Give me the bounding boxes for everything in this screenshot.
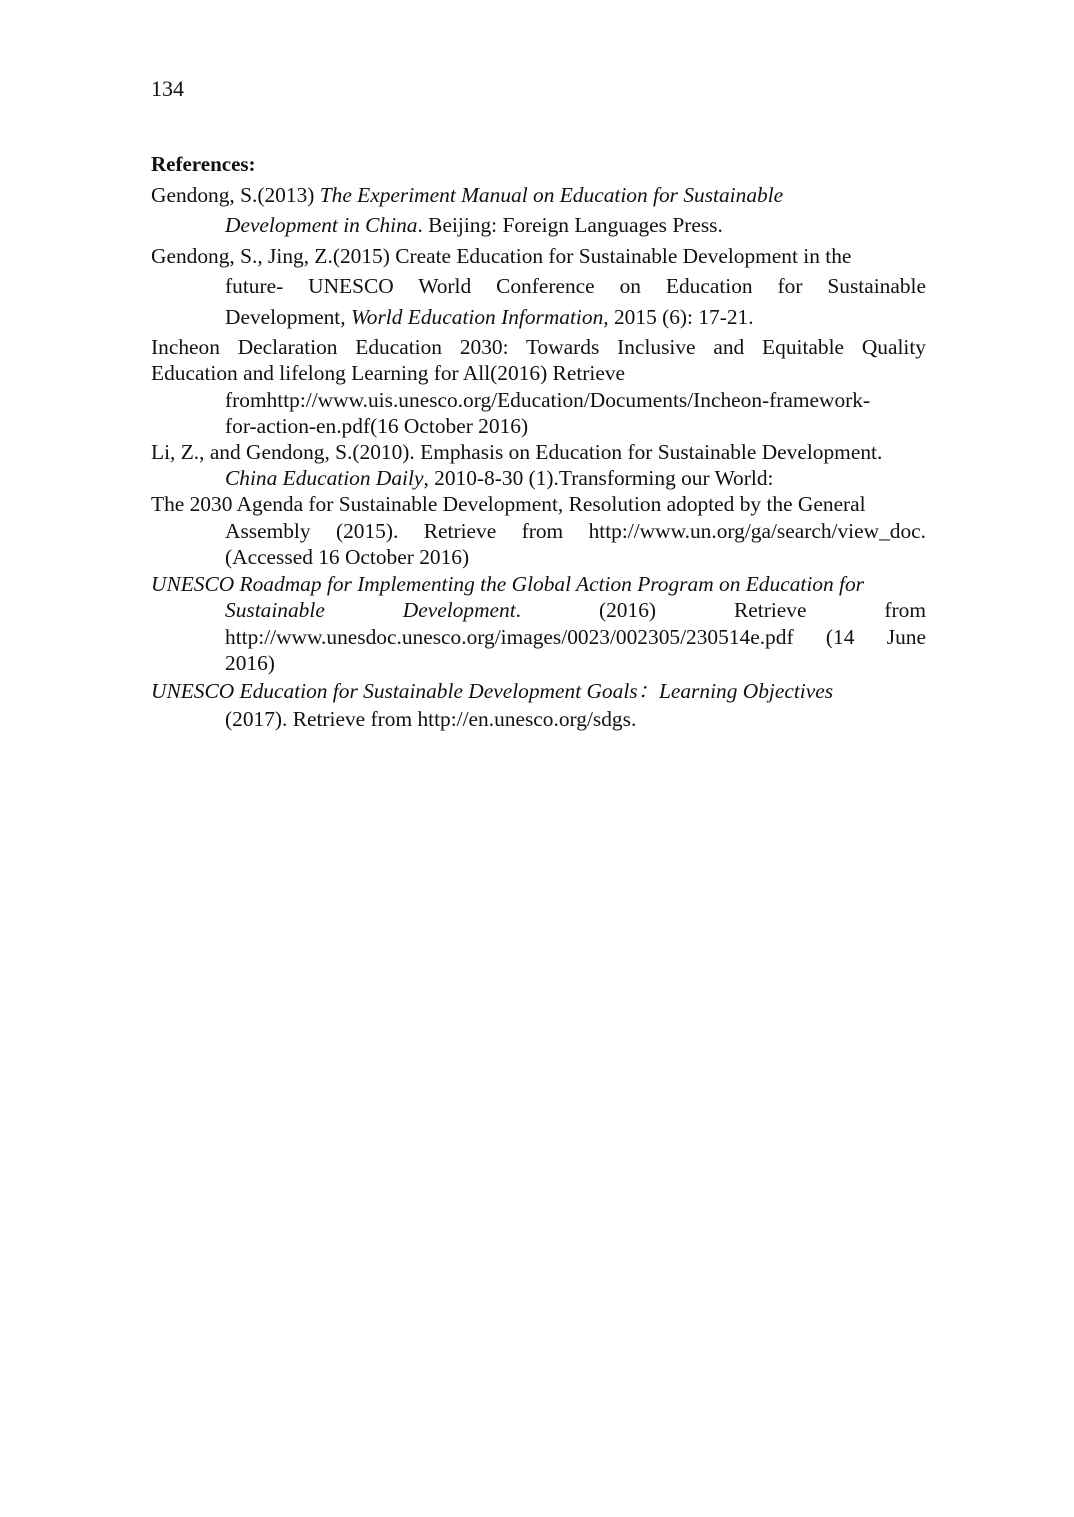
reference-2-line-1: Gendong, S., Jing, Z.(2015) Create Education for Sustainable Development in the [151, 244, 852, 268]
reference-6-retrieve: . (2016) Retrieve from [515, 598, 926, 622]
reference-3-line-2: Education and lifelong Learning for All(2016) Retrieve [151, 361, 626, 385]
reference-6-title: UNESCO Roadmap for Implementing the Global Action Program on Education for [151, 572, 864, 596]
reference-1-title: The Experiment Manual on Education for Sustainable [319, 183, 784, 207]
reference-4-journal: China Education Daily [225, 466, 424, 490]
reference-1-line-1 [151, 183, 783, 208]
reference-1-publisher: . Beijing: Foreign Languages Press. [417, 213, 723, 237]
page-number: 134 [151, 76, 184, 101]
reference-1-line-2 [225, 213, 723, 238]
reference-2-journal: World Education Information [350, 305, 604, 329]
reference-1-author: Gendong, S.(2013) [151, 183, 320, 207]
reference-6-title-cont: Sustainable Development [225, 598, 516, 622]
reference-5-url[interactable]: Assembly (2015). Retrieve from http://www.un.org/ga/search/view_doc. [225, 519, 926, 543]
reference-3-line-1: Incheon Declaration Education 2030: Towards Inclusive and Equitable Quality [151, 335, 926, 359]
reference-3-url-cont[interactable]: for-action-en.pdf(16 October 2016) [225, 414, 529, 438]
reference-6-line-1 [151, 572, 864, 597]
reference-6-line-4: 2016) [225, 651, 275, 675]
reference-7-url[interactable]: (2017). Retrieve from http://en.unesco.org/sdgs. [225, 707, 637, 731]
reference-6-url[interactable]: http://www.unesdoc.unesco.org/images/0023/002305/230514e.pdf (14 June [225, 625, 926, 649]
reference-5-line-1: The 2030 Agenda for Sustainable Development, Resolution adopted by the General [151, 492, 866, 516]
reference-2-volume: , 2015 (6): 17-21. [603, 305, 754, 329]
reference-7-line-1 [151, 679, 833, 704]
reference-7-title: UNESCO Education for Sustainable Development Goals：Learning Objectives [151, 679, 834, 703]
reference-4-line-2 [225, 466, 773, 491]
reference-4-line-1: Li, Z., and Gendong, S.(2010). Emphasis on Education for Sustainable Development. [151, 440, 883, 464]
references-heading: References: [151, 152, 256, 176]
reference-4-date: , 2010-8-30 (1).Transforming our World: [423, 466, 774, 490]
reference-1-title-cont: Development in China [225, 213, 418, 237]
reference-2-line-3 [225, 305, 754, 330]
reference-6-line-2 [225, 598, 926, 623]
reference-3-url[interactable]: fromhttp://www.uis.unesco.org/Education/Documents/Incheon-framework- [225, 388, 871, 412]
reference-2-text: Development, [225, 305, 351, 329]
reference-5-line-3: (Accessed 16 October 2016) [225, 545, 470, 569]
reference-2-line-2: future- UNESCO World Conference on Education for Sustainable [225, 274, 926, 298]
